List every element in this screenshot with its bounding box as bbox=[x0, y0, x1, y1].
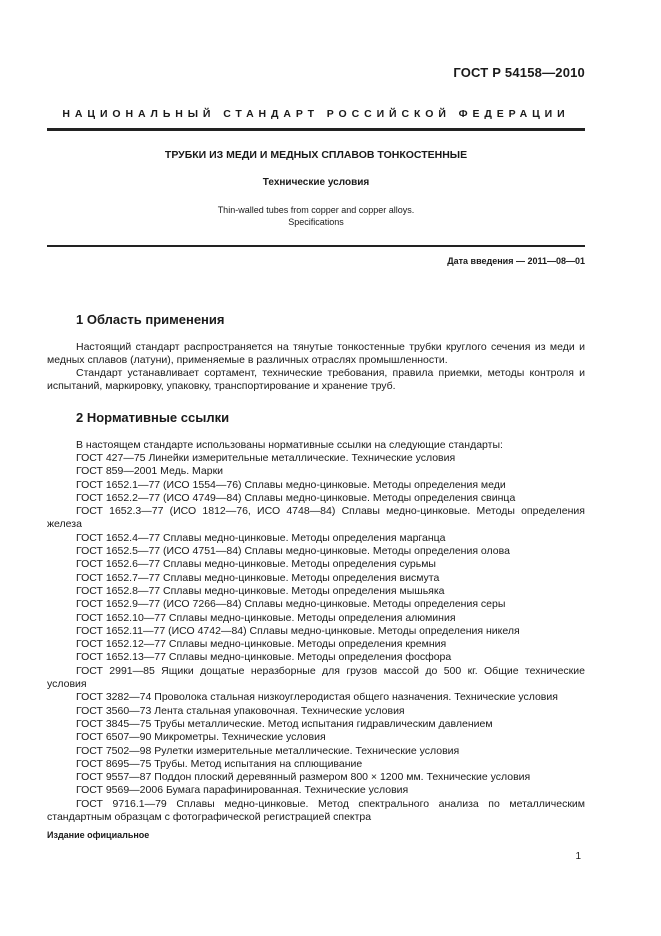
effective-date: Дата введения — 2011—08—01 bbox=[447, 256, 585, 266]
reference-item: ГОСТ 1652.5—77 (ИСО 4751—84) Сплавы медно-цинковые. Методы определения олова bbox=[76, 545, 510, 558]
national-standard-banner: НАЦИОНАЛЬНЫЙ СТАНДАРТ РОССИЙСКОЙ ФЕДЕРАЦИИ bbox=[62, 108, 570, 120]
reference-item: ГОСТ 1652.3—77 (ИСО 1812—76, ИСО 4748—84) Сплавы медно-цинковые. Методы определения железа bbox=[47, 505, 585, 531]
document-title: ТРУБКИ ИЗ МЕДИ И МЕДНЫХ СПЛАВОВ ТОНКОСТЕННЫЕ bbox=[164, 149, 468, 161]
reference-item: ГОСТ 8695—75 Трубы. Метод испытания на сплющивание bbox=[76, 757, 363, 770]
section-heading-scope: 1 Область применения bbox=[76, 312, 225, 327]
reference-item: ГОСТ 1652.12—77 Сплавы медно-цинковые. Методы определения кремния bbox=[76, 638, 447, 651]
reference-item: ГОСТ 1652.4—77 Сплавы медно-цинковые. Методы определения марганца bbox=[76, 531, 446, 544]
reference-item: ГОСТ 3560—73 Лента стальная упаковочная. Технические условия bbox=[76, 704, 405, 717]
title-divider bbox=[47, 245, 585, 247]
reference-item: ГОСТ 3845—75 Трубы металлические. Метод испытания гидравлическим давлением bbox=[76, 717, 493, 730]
page-number: 1 bbox=[575, 851, 581, 862]
reference-item: ГОСТ 1652.11—77 (ИСО 4742—84) Сплавы медно-цинковые. Методы определения никеля bbox=[76, 624, 520, 637]
reference-item: ГОСТ 6507—90 Микрометры. Технические условия bbox=[76, 731, 326, 744]
reference-item: ГОСТ 1652.10—77 Сплавы медно-цинковые. Методы определения алюминия bbox=[76, 611, 456, 624]
reference-item: ГОСТ 1652.9—77 (ИСО 7266—84) Сплавы медно-цинковые. Методы определения серы bbox=[76, 598, 506, 611]
document-id: ГОСТ Р 54158—2010 bbox=[453, 65, 585, 80]
reference-item: ГОСТ 1652.7—77 Сплавы медно-цинковые. Методы определения висмута bbox=[76, 571, 440, 584]
references-intro: В настоящем стандарте использованы нормативные ссылки на следующие стандарты: bbox=[76, 439, 503, 451]
scope-paragraph-1: Настоящий стандарт распространяется на тянутые тонкостенные трубки круглого сечения из меди и медных сплавов (латуни), применяемые в различных отраслях промышленности. bbox=[47, 341, 585, 367]
reference-item: ГОСТ 2991—85 Ящики дощатые неразборные для грузов массой до 500 кг. Общие технические условия bbox=[47, 664, 585, 691]
reference-item: ГОСТ 427—75 Линейки измерительные металлические. Технические условия bbox=[76, 452, 456, 464]
references-list bbox=[47, 452, 585, 824]
top-divider bbox=[47, 128, 585, 131]
section-heading-references: 2 Нормативные ссылки bbox=[76, 410, 230, 425]
reference-item: ГОСТ 7502—98 Рулетки измерительные металлические. Технические условия bbox=[76, 744, 460, 757]
document-subtitle: Технические условия bbox=[262, 177, 370, 188]
reference-item: ГОСТ 859—2001 Медь. Марки bbox=[76, 465, 224, 478]
edition-label: Издание официальное bbox=[47, 830, 150, 840]
english-title-line2: Specifications bbox=[288, 217, 344, 227]
reference-item: ГОСТ 1652.2—77 (ИСО 4749—84) Сплавы медно-цинковые. Методы определения свинца bbox=[76, 491, 516, 504]
english-title-line1: Thin-walled tubes from copper and copper alloys. bbox=[217, 205, 415, 215]
reference-item: ГОСТ 9557—87 Поддон плоский деревянный размером 800 × 1200 мм. Технические условия bbox=[76, 771, 531, 784]
reference-item: ГОСТ 1652.8—77 Сплавы медно-цинковые. Методы определения мышьяка bbox=[76, 584, 445, 597]
reference-item: ГОСТ 9569—2006 Бумага парафинированная. Технические условия bbox=[76, 784, 409, 797]
reference-item: ГОСТ 3282—74 Проволока стальная низкоуглеродистая общего назначения. Технические условия bbox=[76, 691, 558, 704]
scope-paragraph-2: Стандарт устанавливает сортамент, технические требования, правила приемки, методы контроля и испытаний, маркировку, упаковку, транспортирование и хранение труб. bbox=[47, 367, 585, 393]
reference-item: ГОСТ 1652.13—77 Сплавы медно-цинковые. Методы определения фосфора bbox=[76, 651, 452, 664]
reference-item: ГОСТ 1652.1—77 (ИСО 1554—76) Сплавы медно-цинковые. Методы определения меди bbox=[76, 478, 506, 491]
reference-item: ГОСТ 1652.6—77 Сплавы медно-цинковые. Методы определения сурьмы bbox=[76, 558, 436, 571]
reference-item: ГОСТ 9716.1—79 Сплавы медно-цинковые. Метод спектрального анализа по металлическим стандартным образцам с фотографической регистрацией спектра bbox=[47, 797, 585, 824]
